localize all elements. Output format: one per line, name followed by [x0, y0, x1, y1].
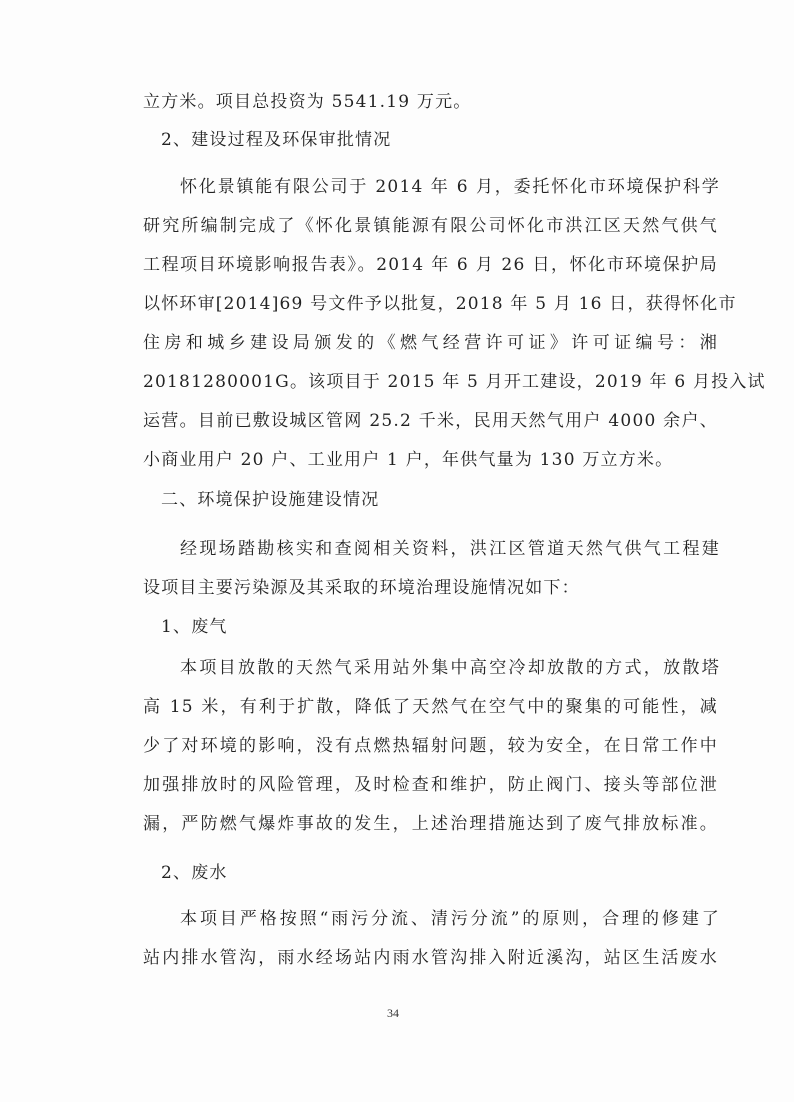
section-heading: 二、环境保护设施建设情况	[161, 490, 380, 510]
text-line: 站内排水管沟，雨水经场站内雨水管沟排入附近溪沟，站区生活废水	[143, 948, 718, 968]
text-line: 本项目严格按照“雨污分流、清污分流”的原则，合理的修建了	[180, 909, 720, 929]
page-number: 34	[387, 1006, 399, 1020]
text-line: 小商业用户 20 户、工业用户 1 户，年供气量为 130 万立方米。	[143, 450, 674, 470]
text-line: 加强排放时的风险管理，及时检查和维护，防止阀门、接头等部位泄	[143, 775, 718, 795]
section-heading: 2、废水	[161, 863, 228, 883]
text-line: 高 15 米，有利于扩散，降低了天然气在空气中的聚集的可能性，减	[143, 697, 718, 717]
text-line: 怀化景镇能有限公司于 2014 年 6 月，委托怀化市环境保护科学	[180, 177, 720, 197]
text-line: 漏，严防燃气爆炸事故的发生，上述治理措施达到了废气排放标准。	[143, 814, 718, 834]
text-line: 20181280001G。该项目于 2015 年 5 月开工建设，2019 年 6 月投入试	[143, 372, 766, 392]
text-line: 以怀环审[2014]69 号文件予以批复，2018 年 5 月 16 日，获得怀化市	[143, 294, 737, 314]
section-heading: 1、废气	[161, 617, 228, 637]
text-line: 少了对环境的影响，没有点燃热辐射问题，较为安全，在日常工作中	[143, 736, 718, 756]
text-line: 研究所编制完成了《怀化景镇能源有限公司怀化市洪江区天然气供气	[143, 216, 718, 236]
text-line: 经现场踏勘核实和查阅相关资料，洪江区管道天然气供气工程建	[180, 539, 720, 559]
text-line: 本项目放散的天然气采用站外集中高空冷却放散的方式，放散塔	[180, 658, 720, 678]
text-line: 工程项目环境影响报告表》。2014 年 6 月 26 日，怀化市环境保护局	[143, 255, 718, 275]
text-line: 立方米。项目总投资为 5541.19 万元。	[143, 92, 472, 112]
text-line: 设项目主要污染源及其采取的环境治理设施情况如下：	[143, 578, 580, 598]
text-line: 运营。目前已敷设城区管网 25.2 千米，民用天然气用户 4000 余户、	[143, 411, 718, 431]
section-heading: 2、建设过程及环保审批情况	[161, 130, 392, 150]
text-line: 住房和城乡建设局颁发的《燃气经营许可证》许可证编号：湘	[143, 333, 718, 353]
